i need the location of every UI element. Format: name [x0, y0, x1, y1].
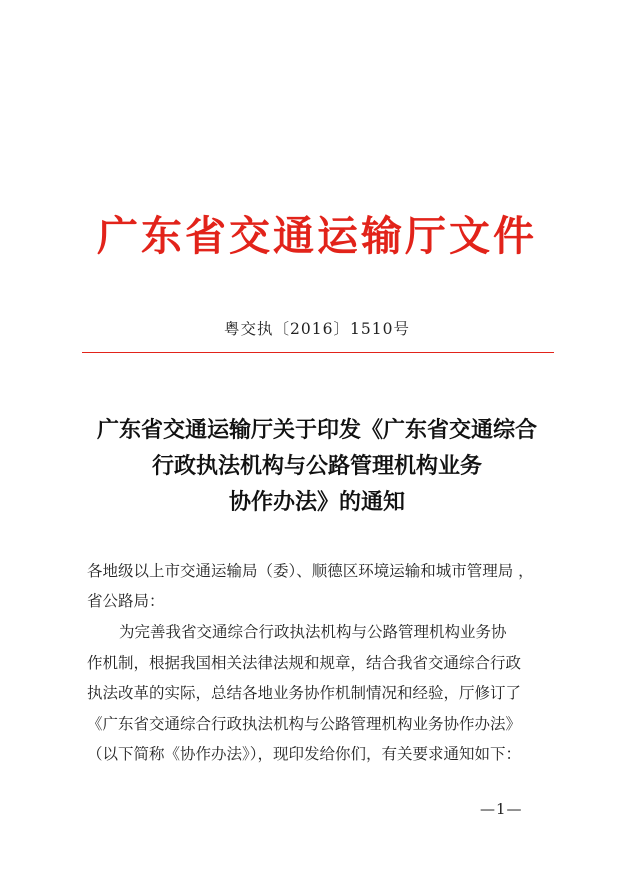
- title-line: 行政执法机构与公路管理机构业务: [151, 454, 482, 479]
- addressee-line: 各地级以上市交通运输局（委）、顺德区环境运输和城市管理局 ，: [87, 562, 534, 580]
- body-line: 执法改革的实际，总结各地业务协作机制情况和经验，厅修订了: [87, 684, 522, 702]
- title-line: 协作办法》的通知: [228, 490, 405, 515]
- masthead-title: 广东省交通运输厅文件: [97, 212, 537, 260]
- body-line: 《广东省交通综合行政执法机构与公路管理机构业务协作办法》: [87, 714, 522, 733]
- body-line: 为完善我省交通综合行政执法机构与公路管理机构业务协: [119, 623, 507, 641]
- body-line: （以下简称《协作办法》），现印发给你们，有关要求通知如下：: [87, 745, 522, 763]
- red-separator-line: [82, 352, 554, 353]
- addressee-line: 省公路局：: [87, 592, 165, 610]
- body-paragraph: [87, 617, 559, 770]
- body-line: 作机制，根据我国相关法律法规和规章，结合我省交通综合行政: [87, 653, 522, 672]
- document-number: 粤交执〔2016〕1510号: [224, 320, 410, 338]
- title-line: 广东省交通运输厅关于印发《广东省交通综合: [96, 418, 537, 443]
- page-number: —1—: [480, 800, 523, 818]
- addressee: [87, 556, 559, 616]
- notice-title: [60, 413, 574, 521]
